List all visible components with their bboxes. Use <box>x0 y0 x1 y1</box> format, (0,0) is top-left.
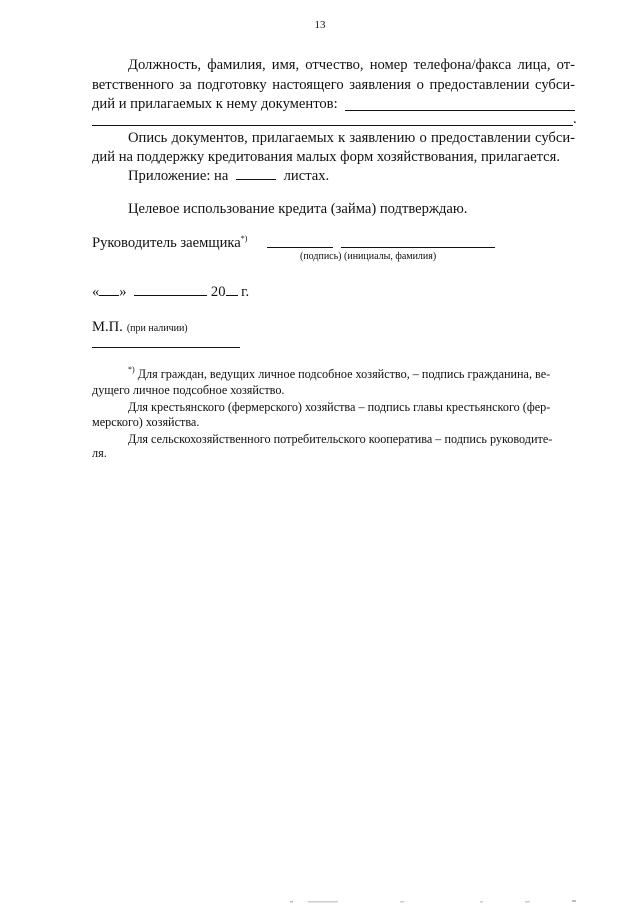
date-year-suffix: г. <box>241 284 250 300</box>
footnote-2-line-1: Для крестьянского (фермерского) хозяйства – подпись главы крестьянского (фер- <box>128 400 551 414</box>
signature-hint: (подпись) (инициалы, фамилия) <box>300 251 437 262</box>
date-line <box>92 283 249 301</box>
footnote-2-line-2: мерского) хозяйства. <box>92 415 200 429</box>
responsible-label: дий и прилагаемых к нему документов: <box>92 96 338 112</box>
attachment-sheets-field[interactable] <box>236 167 276 180</box>
scan-artifact <box>290 899 590 905</box>
footnote-3-line-1: Для сельскохозяйственного потребительского кооператива – подпись руководите- <box>128 432 553 446</box>
attachment-suffix: листах. <box>283 168 330 184</box>
responsible-line-1: Должность, фамилия, имя, отчество, номер телефона/факса лица, от- <box>128 57 575 73</box>
responsible-contact-field[interactable] <box>345 110 575 111</box>
footnote-1-line-2: дущего личное подсобное хозяйство. <box>92 383 285 397</box>
footnote-1-text: Для граждан, ведущих личное подсобное хозяйство, – подпись гражданина, ве- <box>137 367 551 381</box>
date-open-quote: « <box>92 284 100 300</box>
signature-line <box>92 235 247 252</box>
date-close-quote: » <box>119 284 127 300</box>
page-number: 13 <box>314 19 326 31</box>
date-year-prefix: 20 <box>210 284 226 300</box>
responsible-line-2: ветственного за подготовку настоящего заявления о предоставлении субси- <box>92 77 575 93</box>
signature-footnote-mark: *) <box>240 234 248 243</box>
responsible-line-3 <box>92 96 338 113</box>
footnote-1-line-1 <box>128 367 550 382</box>
footnote-3-line-2: ля. <box>92 446 107 460</box>
inventory-line-1: Опись документов, прилагаемых к заявлению о предоставлении субси- <box>128 130 575 146</box>
footnote-mark: *) <box>128 365 135 374</box>
date-month-field[interactable] <box>134 283 207 296</box>
signature-label: Руководитель заемщика <box>92 235 241 251</box>
seal-note: (при наличии) <box>126 323 188 334</box>
footnote-separator <box>92 347 240 348</box>
attachment-line <box>128 167 329 185</box>
seal-line <box>92 318 188 336</box>
signature-field[interactable] <box>267 247 333 248</box>
responsible-contact-field-continued[interactable] <box>92 125 573 126</box>
name-initials-field[interactable] <box>341 247 495 248</box>
responsible-line-end: . <box>573 111 577 127</box>
date-year-field[interactable] <box>226 283 238 296</box>
attachment-prefix: Приложение: на <box>128 168 229 184</box>
seal-label: М.П. <box>92 319 123 335</box>
inventory-line-2: дий на поддержку кредитования малых форм хозяйствования, прилагается. <box>92 149 560 165</box>
purpose-confirmation: Целевое использование кредита (займа) подтверждаю. <box>128 201 468 217</box>
date-day-field[interactable] <box>99 283 119 296</box>
